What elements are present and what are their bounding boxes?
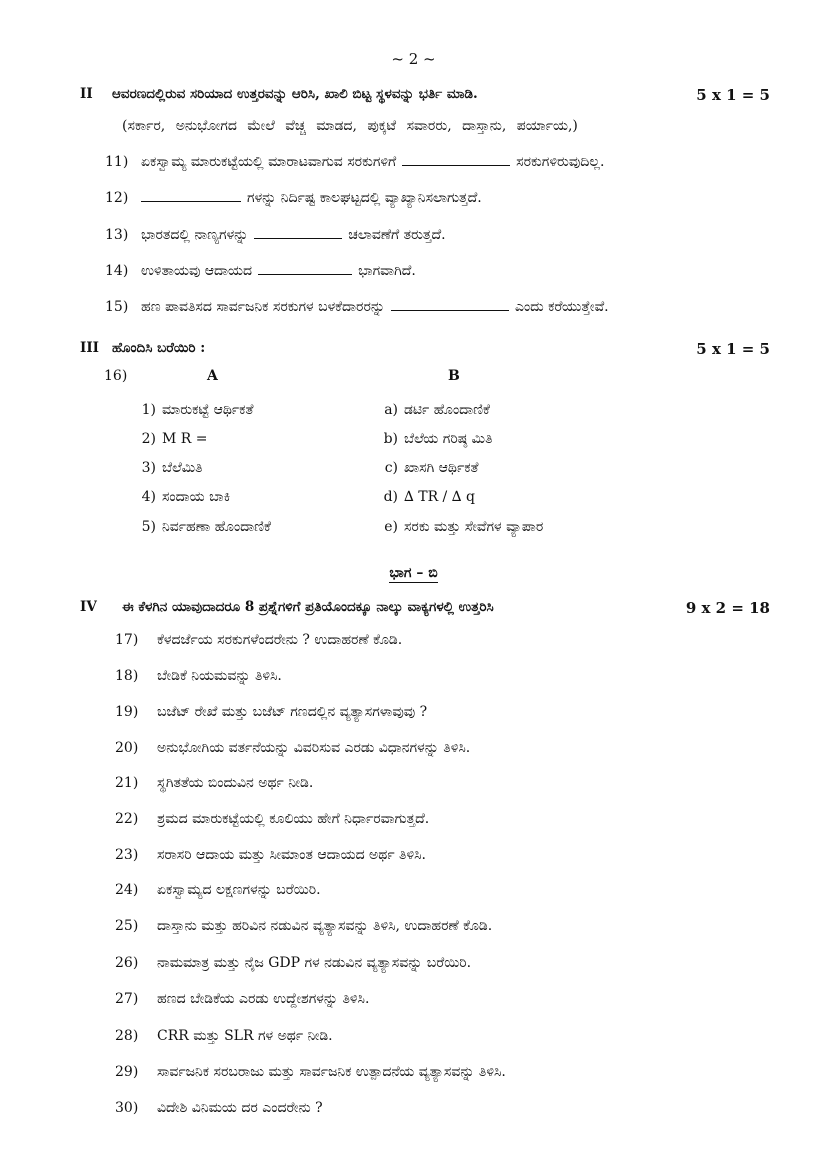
fill-blank <box>258 262 352 275</box>
question-text-before: ಹಣ ಪಾವತಿಸದ ಸಾರ್ವಜನಿಕ ಸರಕುಗಳ ಬಳಕೆದಾರರನ್ನು <box>141 299 385 315</box>
question-number: 13) <box>105 227 129 243</box>
question-text: ಕೆಳದರ್ಜೆಯ ಸರಕುಗಳೆಂದರೇನು ? ಉದಾಹರಣೆ ಕೊಡಿ. <box>157 632 403 648</box>
question-text: ಏಕಸ್ವಾಮ್ಯದ ಲಕ್ಷಣಗಳನ್ನು ಬರೆಯಿರಿ. <box>157 882 321 898</box>
item-label: b) <box>383 431 398 447</box>
question-12 <box>105 189 775 206</box>
question-text-after: ಭಾಗವಾಗಿದೆ. <box>358 263 416 279</box>
column-b-item <box>372 460 479 476</box>
question-25 <box>115 918 775 934</box>
question-number: 18) <box>115 668 139 684</box>
section-2-title: ಆವರಣದಲ್ಲಿರುವ ಸರಿಯಾದ ಉತ್ತರವನ್ನು ಆರಿಸಿ, ಖಾಲಿ ಬಿಟ್ಟ ಸ್ಥಳವನ್ನು ಭರ್ತಿ ಮಾಡಿ. <box>112 86 478 102</box>
question-30 <box>115 1100 775 1116</box>
page-number: ~ 2 ~ <box>391 50 436 68</box>
item-text: ∆ TR / ∆ q <box>404 489 475 505</box>
question-text: ಸ್ಥಗಿತತೆಯ ಬಿಂದುವಿನ ಅರ್ಥ ನೀಡಿ. <box>157 775 314 791</box>
question-number: 14) <box>105 263 129 279</box>
question-23 <box>115 847 775 863</box>
question-number: 25) <box>115 918 139 934</box>
question-text: ಶ್ರಮದ ಮಾರುಕಟ್ಟೆಯಲ್ಲಿ ಕೂಲಿಯು ಹೇಗೆ ನಿರ್ಧಾರವಾಗುತ್ತದೆ. <box>157 811 430 827</box>
question-text-before: ಭಾರತದಲ್ಲಿ ನಾಣ್ಯಗಳನ್ನು <box>141 227 249 243</box>
question-27 <box>115 991 775 1007</box>
column-a-item <box>130 431 208 447</box>
question-20 <box>115 740 775 756</box>
item-label: 5) <box>141 519 156 535</box>
question-13 <box>105 226 775 243</box>
column-a-heading: A <box>207 368 218 384</box>
column-b-item <box>372 519 543 535</box>
column-a-item <box>130 519 271 535</box>
question-29 <box>115 1064 775 1080</box>
section-3-title: ಹೊಂದಿಸಿ ಬರೆಯಿರಿ : <box>112 340 206 356</box>
section-4-title: ಈ ಕೆಳಗಿನ ಯಾವುದಾದರೂ 8 ಪ್ರಶ್ನೆಗಳಿಗೆ ಪ್ರತಿಯೊಂದಕ್ಕೂ ನಾಲ್ಕು ವಾಕ್ಯಗಳಲ್ಲಿ ಉತ್ತರಿಸಿ <box>122 599 494 615</box>
item-text: ಖಾಸಗಿ ಆರ್ಥಿಕತೆ <box>404 460 479 476</box>
question-text: ವಿದೇಶಿ ವಿನಿಮಯ ದರ ಎಂದರೇನು ? <box>157 1100 323 1116</box>
item-text: ಡರ್ಟಿ ಹೊಂದಾಣಿಕೆ <box>404 402 490 418</box>
section-4-marks: 9 x 2 = 18 <box>685 599 770 617</box>
question-text: ಬೇಡಿಕೆ ನಿಯಮವನ್ನು ತಿಳಿಸಿ. <box>157 668 282 684</box>
question-14 <box>105 262 775 279</box>
item-label: 2) <box>141 431 156 447</box>
question-number: 27) <box>115 991 139 1007</box>
section-2-marks: 5 x 1 = 5 <box>696 86 770 104</box>
item-text: M R = <box>162 431 208 447</box>
section-3-heading <box>80 340 770 362</box>
question-text-before: ಏಕಸ್ವಾಮ್ಯ ಮಾರುಕಟ್ಟೆಯಲ್ಲಿ ಮಾರಾಟವಾಗುವ ಸರಕುಗಳಿಗೆ <box>141 154 397 170</box>
section-2-roman: II <box>80 86 93 102</box>
section-3-roman: III <box>80 340 99 356</box>
section-2-options: (ಸರ್ಕಾರ, ಅನುಭೋಗದ ಮೇಲೆ ವೆಚ್ಚ ಮಾಡದ, ಪುಕ್ಕಟೆ ಸವಾರರು, ದಾಸ್ತಾನು, ಪರ್ಯಾಯ,) <box>122 118 578 134</box>
section-3-marks: 5 x 1 = 5 <box>696 340 770 358</box>
question-text: ದಾಸ್ತಾನು ಮತ್ತು ಹರಿವಿನ ನಡುವಿನ ವ್ಯತ್ಯಾಸವನ್ನು ತಿಳಿಸಿ, ಉದಾಹರಣೆ ಕೊಡಿ. <box>157 918 493 934</box>
question-text: CRR ಮತ್ತು SLR ಗಳ ಅರ್ಥ ನೀಡಿ. <box>157 1028 333 1044</box>
question-text-after: ಎಂದು ಕರೆಯುತ್ತೇವೆ. <box>514 299 609 315</box>
fill-blank <box>254 226 342 239</box>
question-number: 23) <box>115 847 139 863</box>
question-number: 30) <box>115 1100 139 1116</box>
question-number: 17) <box>115 632 139 648</box>
question-number: 15) <box>105 299 129 315</box>
question-text: ಹಣದ ಬೇಡಿಕೆಯ ಎರಡು ಉದ್ದೇಶಗಳನ್ನು ತಿಳಿಸಿ. <box>157 991 370 1007</box>
item-text: ಸರಕು ಮತ್ತು ಸೇವೆಗಳ ವ್ಯಾಪಾರ <box>404 519 544 535</box>
question-number: 24) <box>115 882 139 898</box>
question-number: 19) <box>115 704 139 720</box>
column-b-item <box>372 489 475 505</box>
question-text-after: ಗಳನ್ನು ನಿರ್ದಿಷ್ಟ ಕಾಲಘಟ್ಟದಲ್ಲಿ ವ್ಯಾಖ್ಯಾನಿಸಲಾಗುತ್ತದೆ. <box>247 190 482 206</box>
question-text-after: ಚಲಾವಣೆಗೆ ತರುತ್ತದೆ. <box>348 227 446 243</box>
question-text-after: ಸರಕುಗಳಿರುವುದಿಲ್ಲ. <box>516 154 605 170</box>
question-number: 22) <box>115 811 139 827</box>
question-18 <box>115 668 775 684</box>
item-label: c) <box>384 460 398 476</box>
question-number: 12) <box>105 190 129 206</box>
fill-blank <box>141 189 241 202</box>
item-label: 4) <box>141 489 156 505</box>
column-a-item <box>130 460 203 476</box>
question-text: ಬಜೆಟ್ ರೇಖೆ ಮತ್ತು ಬಜೆಟ್ ಗಣದಲ್ಲಿನ ವ್ಯತ್ಯಾಸಗಳಾವುವು ? <box>157 704 428 720</box>
item-text: ಬೆಲೆಯ ಗರಿಷ್ಠ ಮಿತಿ <box>404 431 493 447</box>
question-16-number: 16) <box>104 368 128 384</box>
section-4-heading <box>80 599 770 621</box>
question-text: ಅನುಭೋಗಿಯ ವರ್ತನೆಯನ್ನು ವಿವರಿಸುವ ಎರಡು ವಿಧಾನಗಳನ್ನು ತಿಳಿಸಿ. <box>157 740 471 756</box>
question-15 <box>105 298 775 315</box>
item-label: e) <box>384 519 398 535</box>
question-text: ನಾಮಮಾತ್ರ ಮತ್ತು ನೈಜ GDP ಗಳ ನಡುವಿನ ವ್ಯತ್ಯಾಸವನ್ನು ಬರೆಯಿರಿ. <box>157 955 472 971</box>
question-number: 28) <box>115 1028 139 1044</box>
question-26 <box>115 955 775 971</box>
item-text: ಸಂದಾಯ ಬಾಕಿ <box>162 489 231 505</box>
section-2-heading <box>80 86 770 108</box>
question-11 <box>105 153 775 170</box>
column-b-heading: B <box>448 368 460 384</box>
section-4-roman: IV <box>80 599 97 615</box>
fill-blank <box>402 153 510 166</box>
question-number: 20) <box>115 740 139 756</box>
item-text: ಬೆಲೆಮಿತಿ <box>162 460 203 476</box>
column-b-item <box>372 431 493 447</box>
item-label: 3) <box>141 460 156 476</box>
column-a-item <box>130 489 230 505</box>
item-label: 1) <box>141 402 156 418</box>
item-text: ಮಾರುಕಟ್ಟೆ ಆರ್ಥಿಕತೆ <box>162 402 254 418</box>
part-b-title: ಭಾಗ – ಬಿ <box>389 565 438 581</box>
item-label: a) <box>384 402 398 418</box>
question-28 <box>115 1028 775 1044</box>
fill-blank <box>391 298 509 311</box>
question-17 <box>115 632 775 648</box>
question-22 <box>115 811 775 827</box>
question-text: ಸಾರ್ವಜನಿಕ ಸರಬರಾಜು ಮತ್ತು ಸಾರ್ವಜನಿಕ ಉತ್ಪಾದನೆಯ ವ್ಯತ್ಯಾಸವನ್ನು ತಿಳಿಸಿ. <box>157 1064 506 1080</box>
question-24 <box>115 882 775 898</box>
question-number: 26) <box>115 955 139 971</box>
question-text: ಸರಾಸರಿ ಆದಾಯ ಮತ್ತು ಸೀಮಾಂತ ಆದಾಯದ ಅರ್ಥ ತಿಳಿಸಿ. <box>157 847 426 863</box>
column-b-item <box>372 402 490 418</box>
question-text-before: ಉಳಿತಾಯವು ಆದಾಯದ <box>141 263 253 279</box>
question-number: 29) <box>115 1064 139 1080</box>
question-number: 11) <box>105 154 129 170</box>
question-21 <box>115 775 775 791</box>
item-text: ನಿರ್ವಹಣಾ ಹೊಂದಾಣಿಕೆ <box>162 519 271 535</box>
column-a-item <box>130 402 253 418</box>
part-b-heading <box>0 565 827 581</box>
question-number: 21) <box>115 775 139 791</box>
question-19 <box>115 704 775 720</box>
item-label: d) <box>383 489 398 505</box>
